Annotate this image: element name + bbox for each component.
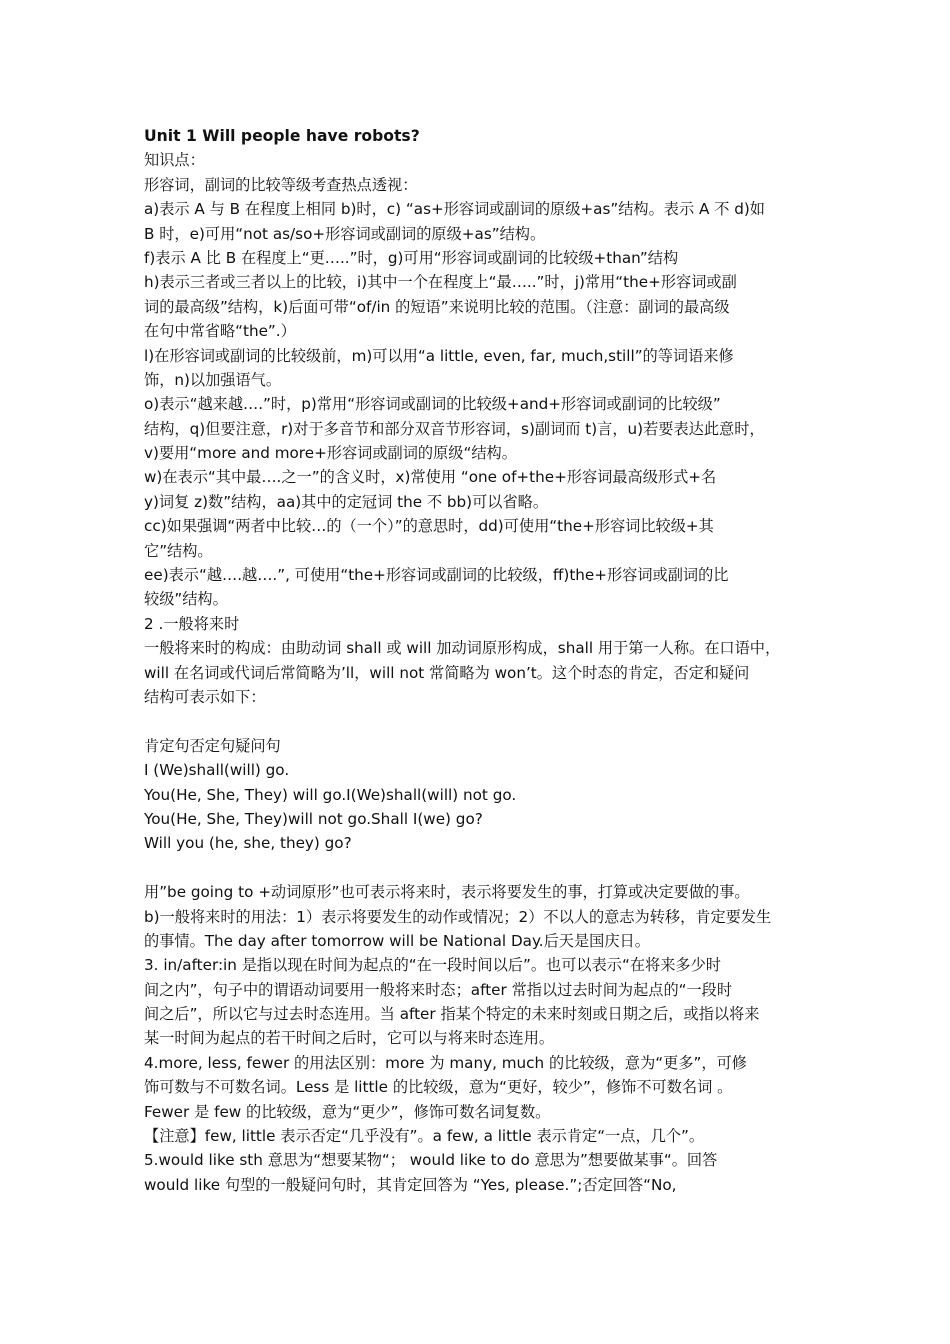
text-line: 较级”结构。	[144, 590, 228, 609]
text-line: 一般将来时的构成：由助动词 shall 或 will 加动词原形构成，shall 用于第一人称。在口语中，	[144, 639, 781, 658]
example-sentence: You(He, She, They) will go.I(We)shall(will) not go.	[144, 785, 517, 804]
example-sentence: Will you (he, she, they) go?	[144, 834, 352, 853]
blank-line	[144, 856, 820, 880]
text-line: 4.more, less, fewer 的用法区别：more 为 many, much 的比较级，意为“更多”，可修	[144, 1053, 747, 1072]
document-title: Unit 1 Will people have robots?	[144, 127, 420, 145]
text-line: w)在表示“其中最….之一”的含义时，x)常使用 “one of+the+形容词最高级形式+名	[144, 468, 717, 487]
text-line: 饰，n)以加强语气。	[144, 370, 282, 389]
text-line: v)要用“more and more+形容词或副词的原级“结构。	[144, 444, 517, 463]
text-line: ee)表示“越….越….”, 可使用“the+形容词或副词的比较级，ff)the+形容词或副词的比	[144, 566, 729, 585]
example-sentence: You(He, She, They)will not go.Shall I(we) go?	[144, 809, 483, 828]
text-line: y)词复 z)数”结构，aa)其中的定冠词 the 不 bb)可以省略。	[144, 492, 549, 511]
text-line: 用”be going to +动词原形”也可表示将来时，表示将要发生的事，打算或决定要做的事。	[144, 883, 750, 902]
text-line: 的事情。The day after tomorrow will be National Day.后天是国庆日。	[144, 931, 650, 950]
text-line: will 在名词或代词后常简略为’ll，will not 常简略为 won’t。这个时态的肯定，否定和疑问	[144, 663, 750, 682]
text-line: a)表示 A 与 B 在程度上相同 b)时，c) “as+形容词或副词的原级+as”结构。表示 A 不 d)如	[144, 200, 765, 219]
text-line: h)表示三者或三者以上的比较，i)其中一个在程度上“最…..”时，j)常用“the+形容词或副	[144, 273, 737, 292]
text-line: 结构，q)但要注意，r)对于多音节和部分双音节形容词，s)副词而 t)言，u)若要表达此意时，	[144, 419, 765, 438]
text-line: 在句中常省略“the”.）	[144, 322, 296, 341]
text-line: 间之后”，所以它与过去时态连用。当 after 指某个特定的未来时刻或日期之后，或指以将来	[144, 1005, 760, 1024]
text-line: 词的最高级”结构，k)后面可带“of/in 的短语”来说明比较的范围。（注意：副词的最高级	[144, 297, 730, 316]
text-line: 肯定句否定句疑问句	[144, 736, 281, 755]
example-sentence: I (We)shall(will) go.	[144, 761, 290, 780]
text-line: 知识点：	[144, 151, 205, 170]
text-line: f)表示 A 比 B 在程度上“更…..”时，g)可用“形容词或副词的比较级+than”结构	[144, 248, 679, 267]
document-body	[144, 124, 820, 1197]
text-line: 它”结构。	[144, 541, 213, 560]
text-line: 3. in/after:in 是指以现在时间为起点的“在一段时间以后”。也可以表示“在将来多少时	[144, 956, 721, 975]
blank-line	[144, 709, 820, 733]
text-line: would like 句型的一般疑问句时，其肯定回答为 “Yes, please.”;否定回答“No,	[144, 1175, 677, 1194]
text-line: b)一般将来时的用法：1）表示将要发生的动作或情况；2）不以人的意志为转移，肯定要发生	[144, 907, 772, 926]
text-line: l)在形容词或副词的比较级前，m)可以用“a little, even, far, much,still”的等词语来修	[144, 346, 734, 365]
text-line: 某一时间为起点的若干时间之后时，它可以与将来时态连用。	[144, 1029, 555, 1048]
text-line: 结构可表示如下：	[144, 687, 266, 706]
text-line: o)表示“越来越….”时，p)常用“形容词或副词的比较级+and+形容词或副词的比较级”	[144, 395, 721, 414]
note-line: 【注意】few, little 表示否定“几乎没有”。a few, a little 表示肯定“一点，几个”。	[144, 1127, 705, 1146]
text-line: Fewer 是 few 的比较级，意为“更少”，修饰可数名词复数。	[144, 1102, 551, 1121]
text-line: 间之内”，句子中的谓语动词要用一般将来时态；after 常指以过去时间为起点的“一段时	[144, 980, 733, 999]
text-line: B 时，e)可用“not as/so+形容词或副词的原级+as”结构。	[144, 224, 546, 243]
section-heading: 2 .一般将来时	[144, 614, 240, 633]
text-line: 形容词，副词的比较等级考查热点透视：	[144, 175, 418, 194]
text-line: 饰可数与不可数名词。Less 是 little 的比较级，意为“更好，较少”，修饰不可数名词 。	[144, 1078, 733, 1097]
text-line: 5.would like sth 意思为“想要某物“； would like to do 意思为”想要做某事“。回答	[144, 1151, 718, 1170]
document-lines	[144, 148, 820, 1197]
text-line: cc)如果强调“两者中比较…的（一个）”的意思时，dd)可使用“the+形容词比较级+其	[144, 517, 714, 536]
